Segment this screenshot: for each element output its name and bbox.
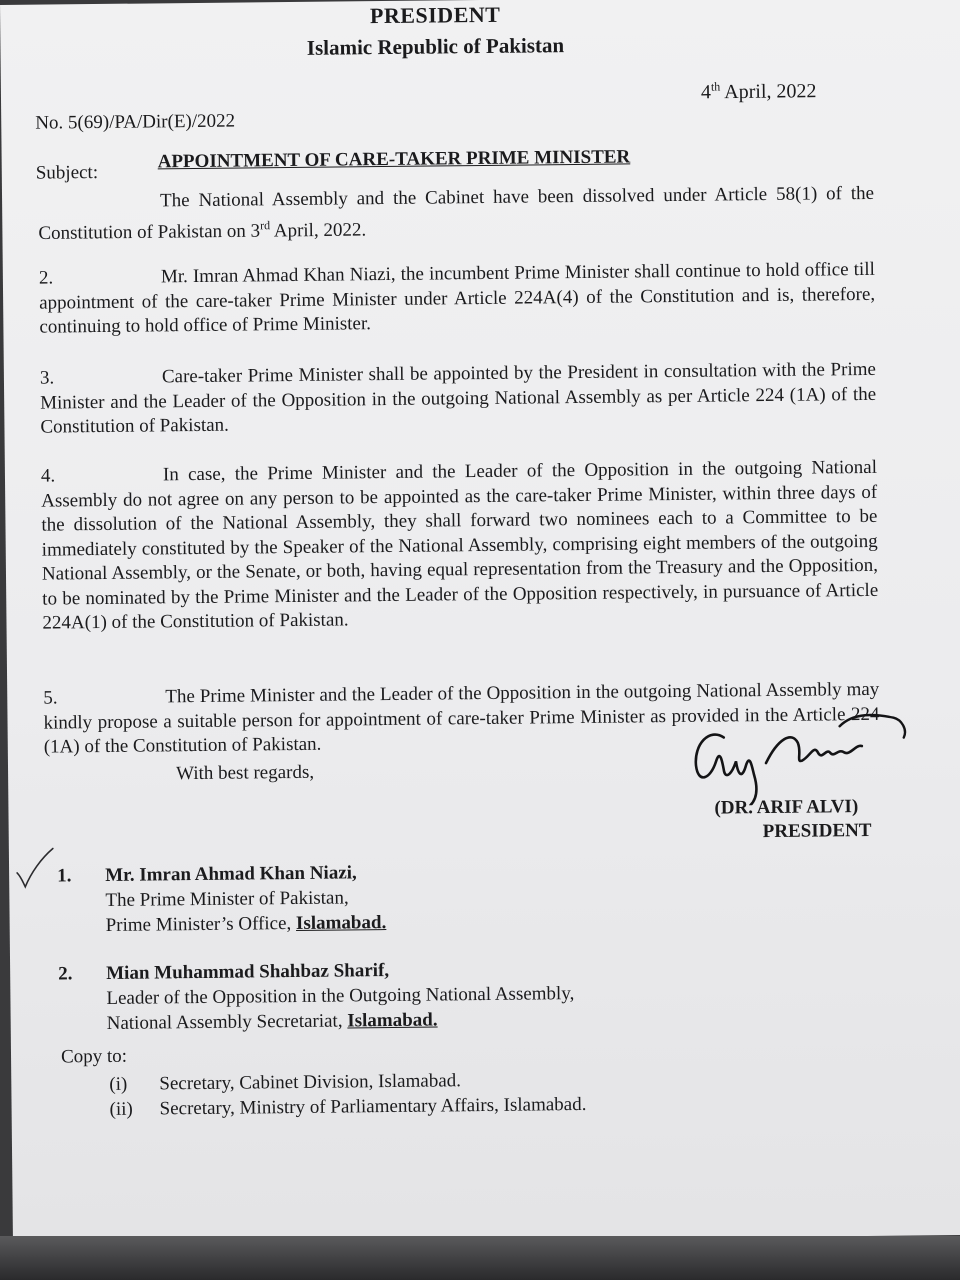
addressee-1-designation: The Prime Minister of Pakistan, (105, 887, 349, 911)
copy-to-item-number: (ii) (109, 1098, 133, 1120)
office-heading: PRESIDENT (369, 1, 501, 29)
paragraph-2 (39, 258, 876, 340)
paragraph-1 (38, 182, 875, 246)
addressee-2-name: Mian Muhammad Shahbaz Sharif, (106, 960, 390, 984)
paragraph-4-number: 4. (40, 465, 56, 487)
addressee-1 (57, 858, 658, 940)
addressee-1-name: Mr. Imran Ahmad Khan Niazi, (105, 862, 357, 886)
copy-to-item-number: (i) (109, 1073, 128, 1095)
paragraph-2-text: Mr. Imran Ahmad Khan Niazi, the incumbent Prime Minister shall continue to hold office till appointment of the care-taker Prime Minister under Article 224A(4) of the Constitution and is, therefore, continuing to hold office of Prime Minister. (39, 258, 876, 338)
subject-label: Subject: (35, 162, 99, 184)
addressee-2-office (107, 1009, 438, 1037)
date-suffix: th (710, 79, 721, 94)
paragraph-1-text-b: April, 2022. (269, 219, 367, 242)
paragraph-3-text: Care-taker Prime Minister shall be appointed by the President in consultation with the Prime Minister and the Leader of the Opposition in the outgoing National Assembly as per Article 224 (1A) of the Constitution of Pakistan. (40, 358, 877, 438)
background-surface (0, 1236, 960, 1280)
paragraph-5-number: 5. (43, 687, 58, 709)
letter-date (701, 78, 817, 104)
copy-to-item (109, 1094, 586, 1121)
paragraph-1-text-a: The National Assembly and the Cabinet have been dissolved under Article 58(1) of the Constitution of Pakistan on 3 (38, 182, 875, 244)
paragraph-4-text: In case, the Prime Minister and the Leader of the Opposition in the outgoing National Assembly do not agree on any person to be appointed as the care-taker Prime Minister, within three days of the dissolution of the National Assembly, they shall forward two nominees each to a Committee to be immediately constituted by the Speaker of the National Assembly, comprising eight members of the outgoing National Assembly, or the Senate, or both, having equal representation from the Treasury and the Opposition, to be nominated by the Prime Minister and the Leader of the Opposition respectively, in pursuance of Article 224A(1) of the Constitution of Pakistan. (41, 456, 879, 634)
paragraph-3 (40, 358, 877, 440)
addressee-1-number: 1. (57, 865, 72, 887)
copy-to-label: Copy to: (60, 1045, 128, 1068)
date-day: 4 (700, 81, 712, 104)
country-heading: Islamic Republic of Pakistan (306, 33, 565, 60)
reference-number: No. 5(69)/PA/Dir(E)/2022 (35, 110, 236, 134)
signatory-name: (DR. ARIF ALVI) (714, 796, 859, 819)
addressee-2-city: Islamabad. (347, 1009, 438, 1032)
addressee-2 (58, 956, 699, 1039)
copy-to-item (109, 1070, 461, 1096)
addressee-2-office-text: National Assembly Secretariat, (106, 1010, 348, 1034)
check-mark-icon (13, 846, 57, 890)
paragraph-4 (41, 456, 879, 636)
closing-regards: With best regards, (175, 761, 315, 785)
addressee-1-office-text: Prime Minister’s Office, (105, 912, 297, 936)
copy-to-item-text: Secretary, Ministry of Parliamentary Affairs, Islamabad. (159, 1093, 587, 1120)
signatory-title: PRESIDENT (762, 819, 872, 843)
date-rest: April, 2022 (720, 80, 817, 104)
paragraph-3-number: 3. (39, 367, 55, 389)
paragraph-2-number: 2. (38, 267, 54, 289)
addressee-2-number: 2. (58, 963, 73, 985)
signature (679, 708, 912, 806)
subject-line: APPOINTMENT OF CARE-TAKER PRIME MINISTER (157, 146, 631, 173)
addressee-2-designation: Leader of the Opposition in the Outgoing National Assembly, (106, 983, 575, 1009)
addressee-1-city: Islamabad. (295, 912, 387, 934)
paragraph-5-text: The Prime Minister and the Leader of the Opposition in the outgoing National Assembly may kindly propose a suitable person for appointment of care-taker Prime Minister as provided in the Article 224 (1A) of the Constitution of Pakistan. (43, 678, 880, 758)
copy-to-item-text: Secretary, Cabinet Division, Islamabad. (159, 1070, 462, 1095)
paragraph-1-sup: rd (259, 217, 271, 232)
addressee-1-office (106, 911, 387, 938)
